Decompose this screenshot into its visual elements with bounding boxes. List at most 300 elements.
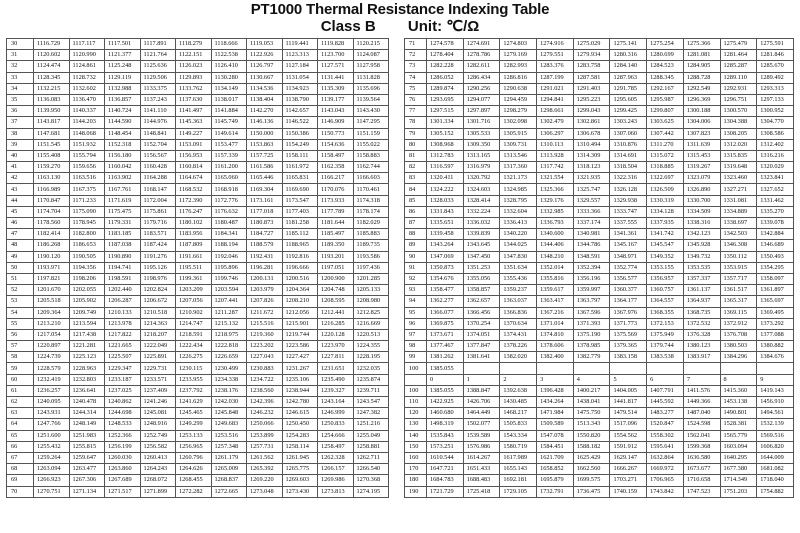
resistance-cell: 1233.571 bbox=[140, 374, 176, 385]
resistance-cell: 1264.243 bbox=[140, 464, 176, 475]
resistance-cell: 1292.931 bbox=[720, 83, 757, 94]
resistance-cell: 1651.433 bbox=[463, 464, 500, 475]
resistance-cell: 1275.591 bbox=[757, 39, 794, 50]
resistance-cell: 1143.430 bbox=[353, 106, 389, 117]
resistance-cell: 1319.648 bbox=[720, 162, 757, 173]
resistance-cell: 1258.497 bbox=[318, 441, 354, 452]
temperature-cell: 54 bbox=[7, 307, 34, 318]
resistance-cell: 1228.195 bbox=[353, 352, 389, 363]
resistance-cell: 1640.295 bbox=[720, 452, 757, 463]
resistance-cell: 1273.813 bbox=[318, 486, 354, 497]
resistance-cell: 1278.404 bbox=[427, 50, 464, 61]
table-row bbox=[7, 251, 389, 262]
resistance-cell: 1149.227 bbox=[176, 128, 212, 139]
table-row bbox=[7, 452, 389, 463]
resistance-cell: 1158.497 bbox=[318, 150, 354, 161]
resistance-cell: 1576.986 bbox=[463, 441, 500, 452]
table-row bbox=[405, 61, 794, 72]
resistance-cell: 1166.217 bbox=[318, 173, 354, 184]
resistance-cell: 1293.695 bbox=[427, 94, 464, 105]
resistance-cell: 1573.251 bbox=[427, 441, 464, 452]
decade-header-row bbox=[405, 374, 794, 385]
resistance-cell: 1494.561 bbox=[757, 408, 794, 419]
resistance-cell: 1565.779 bbox=[720, 430, 757, 441]
resistance-cell: 1378.606 bbox=[537, 341, 574, 352]
table-row bbox=[7, 83, 389, 94]
resistance-cell: 1175.090 bbox=[69, 206, 105, 217]
resistance-cell: 1302.098 bbox=[500, 117, 537, 128]
resistance-cell: 1337.935 bbox=[647, 218, 684, 229]
resistance-cell: 1743.842 bbox=[647, 486, 684, 497]
resistance-cell: 1362.277 bbox=[427, 296, 464, 307]
resistance-cell: 1456.910 bbox=[757, 397, 794, 408]
resistance-cell: 1361.897 bbox=[757, 285, 794, 296]
temperature-cell: 46 bbox=[7, 218, 34, 229]
resistance-cell: 1253.133 bbox=[176, 430, 212, 441]
resistance-cell: 1342.884 bbox=[757, 229, 794, 240]
resistance-cell: 1528.381 bbox=[720, 419, 757, 430]
resistance-cell: 1279.169 bbox=[500, 50, 537, 61]
resistance-cell: 1192.431 bbox=[247, 251, 283, 262]
resistance-cell: 1220.128 bbox=[318, 329, 354, 340]
column-header-cell: 8 bbox=[720, 374, 757, 385]
resistance-cell: 1215.901 bbox=[282, 318, 318, 329]
resistance-cell: 1232.419 bbox=[34, 374, 70, 385]
resistance-cell: 1134.536 bbox=[247, 83, 283, 94]
resistance-cell: 1164.288 bbox=[140, 173, 176, 184]
resistance-cell: 1266.540 bbox=[353, 464, 389, 475]
resistance-cell: 1346.689 bbox=[757, 240, 794, 251]
resistance-cell: 1259.647 bbox=[69, 452, 105, 463]
resistance-cell: 1304.388 bbox=[720, 117, 757, 128]
resistance-cell: 1297.133 bbox=[757, 94, 794, 105]
resistance-cell: 1603.094 bbox=[720, 441, 757, 452]
resistance-cell: 1235.490 bbox=[318, 374, 354, 385]
resistance-cell: 1185.883 bbox=[353, 229, 389, 240]
resistance-cell: 1388.847 bbox=[463, 385, 500, 396]
resistance-cell: 1159.270 bbox=[34, 162, 70, 173]
table-row bbox=[7, 341, 389, 352]
resistance-cell: 1208.210 bbox=[282, 296, 318, 307]
resistance-cell bbox=[500, 363, 537, 374]
resistance-cell: 1265.392 bbox=[247, 464, 283, 475]
resistance-cell: 1314.309 bbox=[573, 150, 610, 161]
resistance-cell: 1146.522 bbox=[282, 117, 318, 128]
resistance-cell: 1736.475 bbox=[573, 486, 610, 497]
resistance-cell: 1207.056 bbox=[176, 296, 212, 307]
resistance-cell: 1246.999 bbox=[318, 408, 354, 419]
resistance-cell: 1382.020 bbox=[500, 352, 537, 363]
resistance-cell: 1378.226 bbox=[500, 341, 537, 352]
table-row bbox=[405, 419, 794, 430]
resistance-cell: 1265.775 bbox=[282, 464, 318, 475]
resistance-cell: 1279.934 bbox=[573, 50, 610, 61]
resistance-cell: 1647.721 bbox=[427, 464, 464, 475]
resistance-cell: 1216.669 bbox=[353, 318, 389, 329]
resistance-cell: 1326.509 bbox=[647, 184, 684, 195]
header-corner-cell bbox=[405, 374, 427, 385]
resistance-cell: 1330.700 bbox=[683, 195, 720, 206]
resistance-cell: 1168.532 bbox=[176, 184, 212, 195]
resistance-cell: 1289.110 bbox=[720, 72, 757, 83]
resistance-cell: 1127.184 bbox=[282, 61, 318, 72]
resistance-cell: 1368.355 bbox=[647, 307, 684, 318]
resistance-cell: 1319.267 bbox=[683, 162, 720, 173]
resistance-cell: 1212.056 bbox=[282, 307, 318, 318]
resistance-cell: 1142.657 bbox=[282, 106, 318, 117]
resistance-cell: 1156.567 bbox=[140, 150, 176, 161]
resistance-cell: 1373.292 bbox=[757, 318, 794, 329]
column-header-cell: 0 bbox=[427, 374, 464, 385]
resistance-cell: 1218.591 bbox=[176, 329, 212, 340]
resistance-cell: 1217.054 bbox=[34, 329, 70, 340]
resistance-cell: 1131.441 bbox=[318, 72, 354, 83]
temperature-cell: 44 bbox=[7, 195, 34, 206]
resistance-cell: 1629.147 bbox=[610, 452, 647, 463]
resistance-cell: 1132.988 bbox=[105, 83, 141, 94]
resistance-cell: 1710.658 bbox=[683, 475, 720, 486]
resistance-cell: 1241.246 bbox=[140, 397, 176, 408]
resistance-cell: 1475.750 bbox=[573, 408, 610, 419]
resistance-cell: 1220.513 bbox=[353, 329, 389, 340]
table-row bbox=[405, 206, 794, 217]
resistance-cell: 1183.185 bbox=[105, 229, 141, 240]
resistance-cell: 1230.499 bbox=[211, 363, 247, 374]
resistance-cell: 1426.706 bbox=[463, 397, 500, 408]
resistance-cell: 1171.619 bbox=[105, 195, 141, 206]
resistance-cell: 1332.604 bbox=[500, 206, 537, 217]
resistance-cell: 1299.043 bbox=[573, 106, 610, 117]
resistance-cell: 1591.912 bbox=[610, 441, 647, 452]
temperature-cell: 63 bbox=[7, 408, 34, 419]
resistance-cell: 1729.105 bbox=[500, 486, 537, 497]
resistance-cell: 1275.479 bbox=[720, 39, 757, 50]
resistance-cell: 1236.257 bbox=[34, 385, 70, 396]
resistance-cell: 1268.837 bbox=[211, 475, 247, 486]
resistance-cell: 1303.625 bbox=[647, 117, 684, 128]
resistance-cell: 1535.843 bbox=[427, 430, 464, 441]
resistance-cell: 1324.222 bbox=[427, 184, 464, 195]
resistance-cell: 1464.449 bbox=[463, 408, 500, 419]
resistance-cell: 1150.386 bbox=[282, 128, 318, 139]
resistance-cell: 1205.518 bbox=[34, 296, 70, 307]
resistance-cell: 1205.133 bbox=[353, 285, 389, 296]
resistance-cell: 1297.897 bbox=[463, 106, 500, 117]
resistance-cell: 1221.665 bbox=[105, 341, 141, 352]
resistance-cell: 1718.040 bbox=[757, 475, 794, 486]
column-header-cell: 1 bbox=[463, 374, 500, 385]
resistance-cell: 1178.174 bbox=[353, 206, 389, 217]
resistance-cell: 1336.413 bbox=[500, 218, 537, 229]
resistance-cell: 1120.602 bbox=[34, 50, 70, 61]
resistance-cell: 1366.456 bbox=[463, 307, 500, 318]
resistance-cell: 1692.181 bbox=[500, 475, 537, 486]
resistance-cell: 1191.661 bbox=[176, 251, 212, 262]
resistance-cell: 1233.187 bbox=[105, 374, 141, 385]
resistance-cell: 1339.458 bbox=[427, 229, 464, 240]
resistance-cell: 1126.023 bbox=[176, 61, 212, 72]
resistance-cell: 1303.243 bbox=[610, 117, 647, 128]
table-row bbox=[405, 486, 794, 497]
table-row bbox=[405, 39, 794, 50]
resistance-cell: 1375.190 bbox=[573, 329, 610, 340]
resistance-cell: 1310.113 bbox=[537, 139, 574, 150]
resistance-cell: 1318.123 bbox=[573, 162, 610, 173]
resistance-cell: 1370.634 bbox=[500, 318, 537, 329]
table-row bbox=[7, 374, 389, 385]
resistance-cell: 1238.944 bbox=[282, 385, 318, 396]
resistance-cell: 1325.747 bbox=[573, 184, 610, 195]
resistance-cell: 1323.079 bbox=[683, 173, 720, 184]
resistance-cell: 1272.665 bbox=[211, 486, 247, 497]
resistance-cell: 1460.680 bbox=[427, 408, 464, 419]
temperature-cell: 86 bbox=[405, 206, 427, 217]
resistance-cell: 1127.958 bbox=[353, 61, 389, 72]
resistance-cell: 1326.890 bbox=[683, 184, 720, 195]
resistance-cell: 1129.893 bbox=[176, 72, 212, 83]
resistance-cell: 1351.634 bbox=[500, 262, 537, 273]
resistance-cell: 1177.403 bbox=[282, 206, 318, 217]
resistance-cell: 1268.455 bbox=[176, 475, 212, 486]
table-row bbox=[7, 139, 389, 150]
resistance-cell: 1185.112 bbox=[282, 229, 318, 240]
resistance-cell: 1119.441 bbox=[282, 39, 318, 50]
resistance-cell: 1320.029 bbox=[757, 162, 794, 173]
resistance-cell: 1166.989 bbox=[34, 184, 70, 195]
resistance-cell: 1147.681 bbox=[34, 128, 70, 139]
resistance-cell: 1321.554 bbox=[537, 173, 574, 184]
resistance-cell: 1354.295 bbox=[757, 262, 794, 273]
resistance-cell: 1174.318 bbox=[353, 195, 389, 206]
resistance-cell: 1345.547 bbox=[647, 240, 684, 251]
resistance-cell: 1274.691 bbox=[463, 39, 500, 50]
resistance-cell: 1305.152 bbox=[427, 128, 464, 139]
resistance-cell: 1267.689 bbox=[105, 475, 141, 486]
resistance-cell: 1182.414 bbox=[34, 229, 70, 240]
resistance-cell: 1210.518 bbox=[140, 307, 176, 318]
table-row bbox=[405, 128, 794, 139]
resistance-cell: 1175.861 bbox=[140, 206, 176, 217]
resistance-cell: 1282.611 bbox=[463, 61, 500, 72]
resistance-cell: 1260.796 bbox=[176, 452, 212, 463]
temperature-cell: 57 bbox=[7, 341, 34, 352]
resistance-cell: 1373.671 bbox=[427, 329, 464, 340]
resistance-cell: 1251.600 bbox=[34, 430, 70, 441]
temperature-cell: 160 bbox=[405, 452, 427, 463]
table-row bbox=[405, 452, 794, 463]
resistance-cell: 1374.810 bbox=[537, 329, 574, 340]
temperature-cell: 66 bbox=[7, 441, 34, 452]
resistance-cell: 1228.963 bbox=[69, 363, 105, 374]
resistance-cell: 1385.055 bbox=[427, 385, 464, 396]
resistance-cell: 1179.716 bbox=[140, 218, 176, 229]
temperature-cell: 67 bbox=[7, 452, 34, 463]
resistance-cell: 1363.417 bbox=[537, 296, 574, 307]
resistance-cell: 1186.268 bbox=[34, 240, 70, 251]
resistance-cell: 1342.503 bbox=[720, 229, 757, 240]
resistance-cell: 1204.748 bbox=[318, 285, 354, 296]
resistance-cell: 1182.800 bbox=[69, 229, 105, 240]
resistance-cell: 1333.747 bbox=[610, 206, 647, 217]
column-header-cell: 6 bbox=[647, 374, 684, 385]
resistance-cell: 1152.318 bbox=[105, 139, 141, 150]
resistance-cell: 1558.302 bbox=[647, 430, 684, 441]
resistance-cell: 1382.400 bbox=[537, 352, 574, 363]
resistance-cell: 1200.131 bbox=[247, 273, 283, 284]
resistance-cell: 1337.555 bbox=[610, 218, 647, 229]
table-row bbox=[405, 329, 794, 340]
resistance-cell: 1383.538 bbox=[647, 352, 684, 363]
temperature-cell: 95 bbox=[405, 307, 427, 318]
resistance-cell: 1162.358 bbox=[318, 162, 354, 173]
resistance-cell: 1301.334 bbox=[427, 117, 464, 128]
table-row bbox=[405, 83, 794, 94]
resistance-cell: 1309.350 bbox=[463, 139, 500, 150]
table-row bbox=[7, 184, 389, 195]
resistance-cell: 1275.029 bbox=[573, 39, 610, 50]
resistance-cell: 1141.884 bbox=[211, 106, 247, 117]
resistance-cell: 1160.428 bbox=[140, 162, 176, 173]
resistance-cell: 1318.885 bbox=[647, 162, 684, 173]
resistance-cell: 1187.809 bbox=[176, 240, 212, 251]
resistance-cell: 1177.018 bbox=[247, 206, 283, 217]
resistance-cell: 1329.938 bbox=[610, 195, 647, 206]
resistance-cell: 1223.586 bbox=[282, 341, 318, 352]
resistance-cell: 1714.349 bbox=[720, 475, 757, 486]
resistance-cell: 1210.133 bbox=[105, 307, 141, 318]
resistance-cell: 1148.068 bbox=[69, 128, 105, 139]
temperature-cell: 79 bbox=[405, 128, 427, 139]
unit-label: Unit: ℃/Ω bbox=[407, 18, 480, 35]
temperature-cell: 130 bbox=[405, 419, 427, 430]
resistance-cell: 1212.825 bbox=[353, 307, 389, 318]
table-row bbox=[405, 352, 794, 363]
resistance-cell: 1197.821 bbox=[34, 273, 70, 284]
resistance-cell: 1146.909 bbox=[318, 117, 354, 128]
resistance-cell: 1304.006 bbox=[683, 117, 720, 128]
resistance-cell: 1271.899 bbox=[140, 486, 176, 497]
table-row bbox=[7, 50, 389, 61]
resistance-cell: 1173.547 bbox=[282, 195, 318, 206]
resistance-cell: 1128.732 bbox=[69, 72, 105, 83]
temperature-cell: 73 bbox=[405, 61, 427, 72]
resistance-cell: 1365.697 bbox=[757, 296, 794, 307]
table-row bbox=[405, 106, 794, 117]
resistance-cell: 1361.517 bbox=[720, 285, 757, 296]
resistance-cell: 1160.042 bbox=[105, 162, 141, 173]
resistance-cell: 1299.425 bbox=[610, 106, 647, 117]
resistance-cell: 1254.283 bbox=[282, 430, 318, 441]
resistance-cell: 1235.874 bbox=[353, 374, 389, 385]
resistance-cell: 1695.879 bbox=[537, 475, 574, 486]
resistance-cell: 1404.005 bbox=[610, 385, 647, 396]
resistance-cell: 1513.343 bbox=[573, 419, 610, 430]
resistance-cell: 1197.051 bbox=[318, 262, 354, 273]
temperature-cell: 58 bbox=[7, 352, 34, 363]
resistance-cell: 1263.094 bbox=[34, 464, 70, 475]
table-row bbox=[7, 72, 389, 83]
resistance-cell: 1422.925 bbox=[427, 397, 464, 408]
table-row bbox=[405, 72, 794, 83]
temperature-cell: 96 bbox=[405, 318, 427, 329]
resistance-cell: 1122.151 bbox=[176, 50, 212, 61]
resistance-cell bbox=[720, 363, 757, 374]
resistance-cell: 1374.051 bbox=[463, 329, 500, 340]
resistance-cell: 1275.254 bbox=[647, 39, 684, 50]
resistance-cell: 1123.700 bbox=[318, 50, 354, 61]
temperature-cell: 80 bbox=[405, 139, 427, 150]
resistance-cell: 1271.134 bbox=[69, 486, 105, 497]
resistance-cell: 1198.976 bbox=[140, 273, 176, 284]
temperature-cell: 88 bbox=[405, 229, 427, 240]
resistance-cell: 1360.377 bbox=[610, 285, 647, 296]
resistance-cell: 1144.976 bbox=[140, 117, 176, 128]
resistance-cell: 1367.216 bbox=[537, 307, 574, 318]
table-row bbox=[405, 262, 794, 273]
resistance-cell: 1196.666 bbox=[282, 262, 318, 273]
resistance-cell: 1188.194 bbox=[211, 240, 247, 251]
resistance-cell: 1258.881 bbox=[353, 441, 389, 452]
resistance-cell: 1286.434 bbox=[463, 72, 500, 83]
resistance-cell: 1209.749 bbox=[69, 307, 105, 318]
resistance-cell: 1189.735 bbox=[353, 240, 389, 251]
resistance-cell: 1331.843 bbox=[427, 206, 464, 217]
resistance-cell: 1188.965 bbox=[282, 240, 318, 251]
resistance-cell: 1438.041 bbox=[573, 397, 610, 408]
resistance-cell: 1320.792 bbox=[463, 173, 500, 184]
resistance-cell: 1258.114 bbox=[282, 441, 318, 452]
resistance-cell: 1193.586 bbox=[353, 251, 389, 262]
resistance-cell: 1224.739 bbox=[34, 352, 70, 363]
resistance-cell: 1195.126 bbox=[140, 262, 176, 273]
resistance-cell: 1290.638 bbox=[500, 83, 537, 94]
resistance-cell: 1138.790 bbox=[282, 94, 318, 105]
resistance-cell: 1266.157 bbox=[318, 464, 354, 475]
resistance-cell: 1145.363 bbox=[176, 117, 212, 128]
resistance-cell: 1165.446 bbox=[247, 173, 283, 184]
column-header-cell: 3 bbox=[537, 374, 574, 385]
resistance-cell: 1732.791 bbox=[537, 486, 574, 497]
temperature-cell: 65 bbox=[7, 430, 34, 441]
resistance-cell: 1199.361 bbox=[176, 273, 212, 284]
table-row bbox=[7, 150, 389, 161]
table-row bbox=[7, 464, 389, 475]
resistance-cell: 1269.986 bbox=[318, 475, 354, 486]
resistance-cell: 1380.123 bbox=[683, 341, 720, 352]
table-row bbox=[405, 117, 794, 128]
resistance-cell: 1369.875 bbox=[427, 318, 464, 329]
resistance-cell: 1355.436 bbox=[500, 273, 537, 284]
resistance-cell: 1153.863 bbox=[247, 139, 283, 150]
resistance-cell bbox=[647, 363, 684, 374]
resistance-cell: 1584.451 bbox=[537, 441, 574, 452]
resistance-cell: 1287.581 bbox=[573, 72, 610, 83]
resistance-cell: 1206.672 bbox=[140, 296, 176, 307]
resistance-cell: 1202.055 bbox=[69, 285, 105, 296]
resistance-cell: 1243.931 bbox=[34, 408, 70, 419]
temperature-cell: 78 bbox=[405, 117, 427, 128]
resistance-cell: 1153.091 bbox=[176, 139, 212, 150]
resistance-cell: 1339.839 bbox=[463, 229, 500, 240]
resistance-cell: 1354.676 bbox=[427, 273, 464, 284]
resistance-cell: 1158.111 bbox=[282, 150, 318, 161]
resistance-cell: 1325.366 bbox=[537, 184, 574, 195]
resistance-cell: 1285.670 bbox=[757, 61, 794, 72]
table-row bbox=[7, 218, 389, 229]
resistance-cell: 1312.783 bbox=[427, 150, 464, 161]
resistance-cell: 1554.562 bbox=[610, 430, 647, 441]
resistance-cell: 1189.350 bbox=[318, 240, 354, 251]
